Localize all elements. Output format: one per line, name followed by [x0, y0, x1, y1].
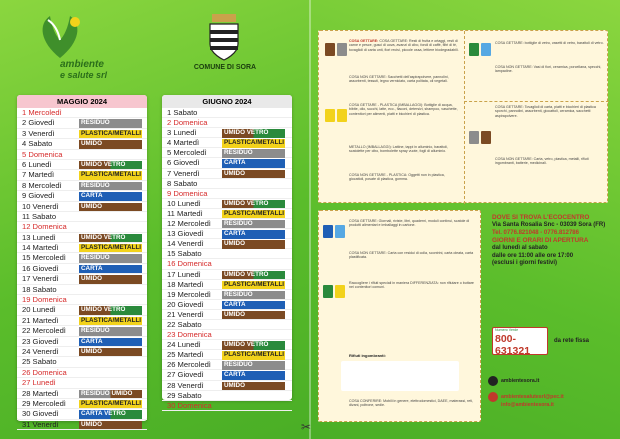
calendar-day [17, 378, 147, 388]
calendar-day [17, 326, 147, 336]
calendar-day [17, 150, 147, 160]
day-label: 19 Mercoledì [167, 289, 211, 299]
day-label: 3 Venerdì [22, 128, 55, 138]
collection-tag: PLASTICA/METALLI [81, 316, 142, 324]
calendar-day [162, 350, 292, 360]
website-link[interactable]: ambientesora.it [488, 376, 539, 386]
day-label: 6 Giovedì [167, 158, 200, 168]
day-label: 29 Sabato [167, 390, 202, 400]
calendar-day [17, 222, 147, 232]
calendar-day [162, 128, 292, 138]
collection-tag: CARTA [222, 230, 285, 238]
day-label: 22 Sabato [167, 319, 202, 329]
ecocentro-info [492, 214, 610, 268]
collection-tag: RESIDUO [79, 254, 142, 262]
calendar-day [162, 108, 292, 118]
collection-tag: RESIDUO [79, 327, 142, 335]
calendar-day [17, 181, 147, 191]
carta-guide-no: COSA NON GETTARE: Carta con residui di colla, scontrini, carta oleata, carta plastificata. [349, 251, 474, 260]
collection-tag: CARTA [79, 338, 142, 346]
collection-tag: UMIDO VETRO [222, 200, 285, 208]
day-label: 15 Mercoledì [22, 253, 66, 263]
residuo-guide: COSA GETTARE: COSA GETTARE: Resti di frutta e ortaggi, resti di carne e pesce, gusci di uova, avanzi di cibo, fondi di caffè, filtri di tè, tovaglioli di carta unti, fiori recisi, piccole ossa, lettiere biodegradabili. [349, 39, 459, 52]
calendar-day [162, 330, 292, 340]
collection-tag: PLASTICA/METALLI [224, 209, 285, 217]
day-label: 17 Venerdì [22, 274, 59, 284]
day-label: 12 Mercoledì [167, 219, 211, 229]
calendar-day [162, 209, 292, 219]
day-label: 2 Giovedì [22, 118, 55, 128]
collection-tag: UMIDO [79, 275, 142, 283]
collection-tag: PLASTICA/METALLI [224, 139, 285, 147]
opening-days: dal lunedì al sabato [492, 245, 548, 252]
calendar-day [17, 347, 147, 357]
carta-guide: COSA GETTARE: Giornali, riviste, libri, quaderni, moduli continui, scatole di prodotti alimentari e imballaggi in cartone. [349, 219, 470, 228]
collection-tag: UMIDO [222, 311, 285, 319]
calendar-day [162, 310, 292, 320]
calendar-day [17, 253, 147, 263]
day-label: 20 Lunedì [22, 305, 56, 315]
day-label: 16 Giovedì [22, 263, 59, 273]
day-label: 28 Martedì [22, 388, 59, 398]
calendar-day [17, 202, 147, 212]
calendar-day [162, 239, 292, 249]
fold-line [309, 0, 311, 439]
collection-tag: UMIDO VETRO [222, 129, 285, 137]
ecocentro-address: Via Santa Rosalia Snc - 03039 Sora (FR) [492, 222, 606, 228]
day-label: 24 Venerdì [22, 346, 59, 356]
calendar-day [17, 305, 147, 315]
day-label: 25 Martedì [167, 350, 204, 360]
collection-tag: PLASTICA/METALLI [81, 129, 142, 137]
guide-card-top [318, 30, 608, 203]
calendar-day [162, 391, 292, 401]
collection-tag: UMIDO [222, 170, 285, 178]
day-label: 23 Domenica [167, 330, 212, 340]
calendar-day [162, 381, 292, 391]
vetro-guide: COSA GETTARE: bottiglie di vetro, vasetti di vetro, barattoli di vetro. [495, 41, 604, 45]
opening-hours: dalle ore 11:00 alle ore 17:00 [492, 252, 574, 259]
calendar-day [17, 212, 147, 222]
day-label: 26 Mercoledì [167, 360, 211, 370]
day-label: 12 Domenica [22, 222, 67, 232]
day-label: 22 Mercoledì [22, 326, 66, 336]
calendar-june-title: GIUGNO 2024 [162, 95, 292, 108]
day-label: 16 Domenica [167, 259, 212, 269]
collection-tag: PLASTICA/METALLI [224, 280, 285, 288]
day-label: 26 Domenica [22, 367, 67, 377]
calendar-day [17, 274, 147, 284]
collection-tag: UMIDO VETRO [222, 271, 285, 279]
calendar-day [17, 420, 147, 430]
collection-tag: UMIDO [222, 382, 285, 390]
day-label: 3 Lunedì [167, 128, 197, 138]
globe-icon [488, 376, 498, 386]
collection-tag: RESIDUO [79, 119, 142, 127]
collection-tag: UMIDO [79, 203, 142, 211]
day-label: 21 Venerdì [167, 309, 204, 319]
calendar-may [17, 95, 147, 429]
mail-icon [488, 392, 498, 402]
calendar-day [162, 229, 292, 239]
calendar-day [17, 399, 147, 409]
ecocentro-title: DOVE SI TROVA L'ECOCENTRO [492, 214, 590, 221]
collection-tag: UMIDO [222, 240, 285, 248]
day-label: 7 Venerdì [167, 168, 200, 178]
day-label: 1 Sabato [167, 108, 198, 117]
collection-tag: PLASTICA/METALLI [81, 399, 142, 407]
collection-tag: CARTA [222, 159, 285, 167]
day-label: 2 Domenica [167, 118, 208, 128]
ingombranti-title: Rifiuti ingombranti: [349, 353, 386, 358]
day-label: 29 Mercoledì [22, 398, 66, 408]
collection-tag: CARTA [79, 265, 142, 273]
scissors-icon: ✂ [301, 420, 312, 434]
calendar-day [162, 300, 292, 310]
collection-tag: PLASTICA/METALLI [81, 244, 142, 252]
email-link[interactable]: info@ambientesora.it [501, 402, 554, 408]
calendar-day [17, 139, 147, 149]
brand-line2: e salute srl [60, 70, 108, 80]
calendar-day [17, 129, 147, 139]
calendar-day [17, 191, 147, 201]
day-label: 4 Martedì [167, 138, 200, 148]
carta-bins-icon [323, 225, 345, 238]
day-label: 5 Mercoledì [167, 148, 207, 158]
calendar-day [162, 259, 292, 269]
day-label: 30 Domenica [167, 400, 212, 410]
day-label: 30 Giovedì [22, 409, 59, 419]
calendar-day [162, 249, 292, 259]
collection-tag: UMIDO [79, 348, 142, 356]
collection-tag: CARTA [222, 301, 285, 309]
collection-tag: UMIDO VETRO [79, 306, 142, 314]
collection-tag: UMIDO VETRO [79, 161, 142, 169]
collection-tag: PLASTICA/METALLI [81, 171, 142, 179]
plastica-bins-icon [325, 109, 347, 122]
calendar-day [17, 357, 147, 367]
comune-title: COMUNE DI SORA [193, 64, 257, 71]
collection-tag: RESIDUO [222, 361, 285, 369]
calendar-day [17, 243, 147, 253]
day-label: 17 Lunedì [167, 269, 201, 279]
numero-verde-note: da rete fissa [554, 338, 590, 344]
day-label: 13 Giovedì [167, 229, 204, 239]
day-label: 24 Lunedì [167, 340, 201, 350]
collection-tag: RESIDUO [222, 149, 285, 157]
day-label: 27 Lunedì [22, 378, 56, 388]
collection-tag: RESIDUO [79, 182, 142, 190]
day-label: 31 Venerdì [22, 419, 59, 429]
calendar-day [162, 219, 292, 229]
speciali-guide: Raccogliere i rifiuti speciali in maniera DIFFERENZIATA: non rifiutare o buttare nei contenitori comuni. [349, 281, 474, 290]
calendar-day [17, 295, 147, 305]
day-label: 10 Lunedì [167, 198, 201, 208]
calendar-day [162, 401, 292, 411]
calendar-day [162, 340, 292, 350]
collection-tag: RESIDUO UMIDO [79, 390, 142, 398]
day-label: 7 Martedì [22, 170, 55, 180]
umido-guide: COSA GETTARE: Tovaglioli di carta, piatti e bicchieri di plastica sporchi, pannolini, assorbenti, giocattoli, ceramica, sacchetti aspirapolvere. [495, 105, 596, 118]
day-label: 27 Giovedì [167, 370, 204, 380]
numero-verde-number[interactable]: 800-631321 [495, 333, 531, 357]
day-label: 18 Sabato [22, 284, 57, 294]
calendar-day [17, 389, 147, 399]
day-label: 23 Giovedì [22, 336, 59, 346]
calendar-day [162, 360, 292, 370]
leaf-logo-icon [30, 12, 90, 60]
metalli-guide: METALLO (IMBALLAGGI): Lattine, tappi in alluminio, barattoli, scatolette per cibo, bombolette spray vuote, fogli di alluminio. [349, 145, 449, 154]
vetro-bins-icon [469, 43, 491, 56]
plastica-guide: COSA GETTARE - PLASTICA (IMBALLAGGI): Bottiglie di acqua, bibite, olio, succhi, latte, ecc., flaconi, detersivi, shampoo, vaschette, contenitori per alimenti, piatti e bicchieri di plastica. [349, 103, 458, 116]
day-label: 11 Sabato [22, 211, 57, 221]
ingombranti-image [341, 361, 459, 391]
day-label: 28 Venerdì [167, 380, 204, 390]
calendar-day [162, 370, 292, 380]
calendar-day [162, 158, 292, 168]
calendar-day [17, 170, 147, 180]
calendar-day [162, 199, 292, 209]
calendar-day [17, 368, 147, 378]
calendar-day [17, 160, 147, 170]
pec-link[interactable]: ambientesalutesrl@pec.it [488, 392, 564, 402]
numero-verde[interactable] [492, 327, 548, 355]
calendar-day [162, 179, 292, 189]
residuo-guide-no: COSA NON GETTARE: Sacchetti dell'aspirapolvere, pannolini, assorbenti, tessuti, legno verniciato, carta politata, oli vegetali. [349, 75, 449, 84]
calendar-day [162, 169, 292, 179]
collection-tag: UMIDO VETRO [79, 234, 142, 242]
day-label: 14 Martedì [22, 243, 59, 253]
calendar-day [162, 320, 292, 330]
calendar-day [17, 337, 147, 347]
collection-tag: UMIDO [79, 140, 142, 148]
collection-tag: RESIDUO [222, 220, 285, 228]
day-label: 15 Sabato [167, 249, 202, 259]
calendar-day [17, 285, 147, 295]
calendar-day [162, 270, 292, 280]
day-label: 19 Domenica [22, 295, 67, 305]
calendar-day [162, 280, 292, 290]
calendar-day [17, 118, 147, 128]
day-label: 21 Martedì [22, 315, 59, 325]
calendar-day [162, 118, 292, 128]
opening-except: (esclusi i giorni festivi) [492, 260, 558, 267]
residuo-bins-icon [325, 43, 347, 56]
day-label: 6 Lunedì [22, 159, 52, 169]
day-label: 20 Giovedì [167, 299, 204, 309]
guide-card-bottom [318, 210, 481, 422]
comune-crest-icon [206, 12, 242, 62]
day-label: 8 Mercoledì [22, 180, 62, 190]
collection-tag: PLASTICA/METALLI [224, 351, 285, 359]
calendar-day [162, 189, 292, 199]
day-label: 18 Martedì [167, 279, 204, 289]
calendar-day [162, 148, 292, 158]
calendar-june [162, 95, 292, 410]
day-label: 4 Sabato [22, 139, 53, 149]
collection-tag: CARTA [222, 371, 285, 379]
day-label: 13 Lunedì [22, 232, 56, 242]
day-label: 1 Mercoledì [22, 108, 62, 117]
calendar-day [17, 316, 147, 326]
ingombranti-guide: COSA CONFERIRE: Mobili in genere, elettrodomestici, DAEE, materassi, reti, divani, poltrone, sedie. [349, 399, 474, 408]
day-label: 14 Venerdì [167, 239, 204, 249]
day-label: 9 Giovedì [22, 191, 55, 201]
brand-line1: ambiente [60, 59, 104, 70]
calendar-day [162, 138, 292, 148]
day-label: 5 Domenica [22, 149, 63, 159]
collection-tag: CARTA [79, 192, 142, 200]
ecocentro-tel: Tel. 0776.821048 - 0776.812786 [492, 229, 579, 236]
collection-tag: RESIDUO [222, 291, 285, 299]
umido-guide-no: COSA NON GETTARE: Carta, vetro, plastica, metalli, rifiuti ingombranti, batterie, medicinali. [495, 157, 589, 166]
numero-verde-label: Numero Verde [495, 328, 519, 332]
calendar-day [17, 108, 147, 118]
plastica-guide-no: COSA NON GETTARE - PLASTICA: Oggetti non in plastica, giocattoli, posate di plastica, gomma. [349, 173, 445, 182]
day-label: 8 Sabato [167, 178, 198, 188]
day-label: 9 Domenica [167, 188, 208, 198]
collection-tag: UMIDO VETRO [222, 341, 285, 349]
calendar-day [17, 233, 147, 243]
umido-bins-icon [469, 131, 491, 144]
collection-tag: CARTA VETRO [79, 410, 142, 418]
day-label: 10 Venerdì [22, 201, 59, 211]
vetro-guide-no: COSA NON GETTARE: Vasi di fiori, ceramica, porcellana, specchi, lampadine. [495, 65, 602, 74]
ambiente-logo [30, 12, 145, 90]
opening-title: GIORNI E ORARI DI APERTURA [492, 237, 589, 245]
calendar-day [17, 409, 147, 419]
calendar-may-title: MAGGIO 2024 [17, 95, 147, 108]
day-label: 11 Martedì [167, 208, 203, 218]
calendar-day [162, 290, 292, 300]
collection-tag: UMIDO [79, 421, 142, 429]
day-label: 25 Sabato [22, 357, 57, 367]
speciali-bins-icon [323, 285, 345, 298]
calendar-day [17, 264, 147, 274]
